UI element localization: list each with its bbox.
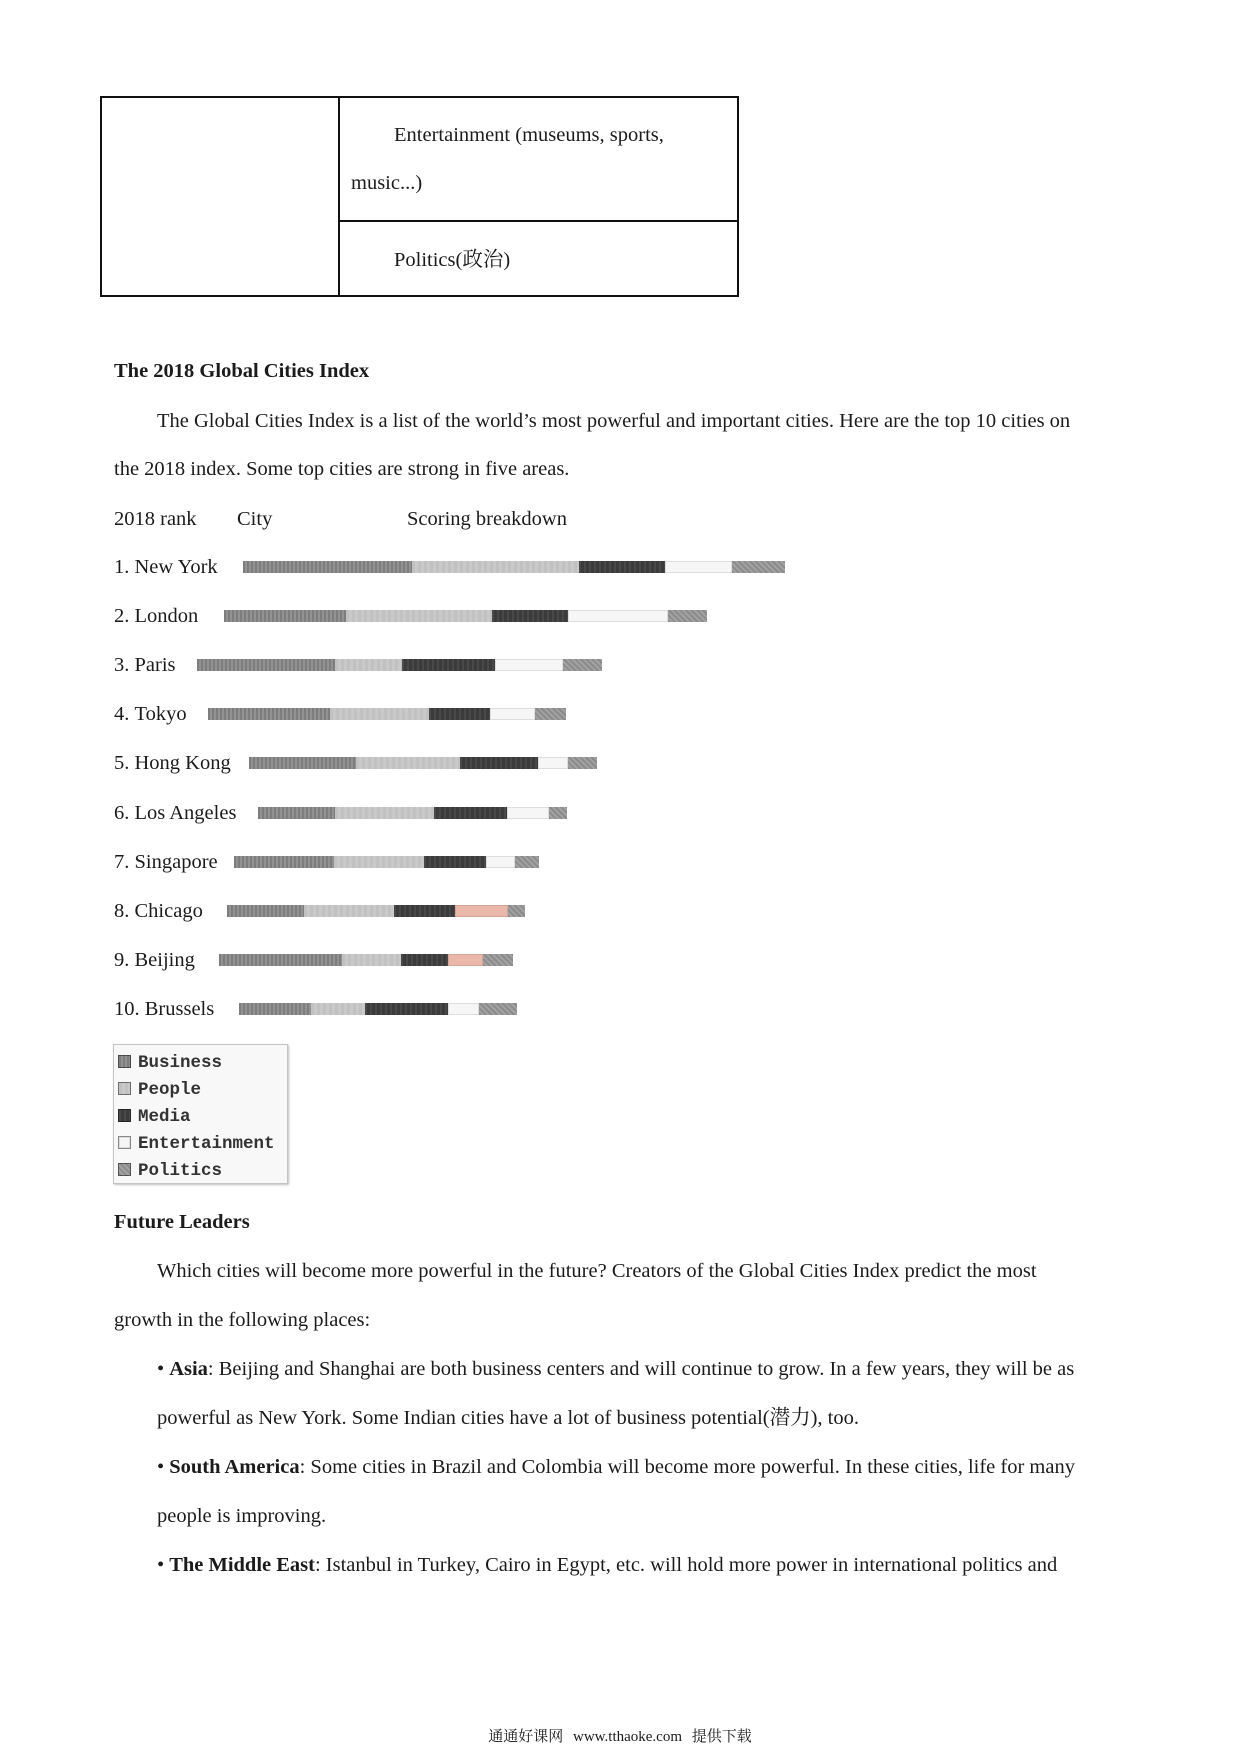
bullet-item-south-america	[157, 1453, 1075, 1481]
bar-segment-entertainment	[568, 610, 668, 622]
bar-segment-politics	[668, 610, 706, 622]
chart-row-beijing	[0, 946, 1240, 974]
stacked-bar	[243, 561, 785, 573]
legend-item-entertainment	[118, 1130, 287, 1157]
rank-label: 7.	[114, 851, 130, 873]
bullet-text: : Beijing and Shanghai are both business centers and will continue to grow. In a few years, they will be as	[207, 1358, 1075, 1380]
city-label: Chicago	[134, 900, 203, 922]
legend-label: Business	[138, 1052, 223, 1073]
city-label: Paris	[134, 654, 176, 676]
stacked-bar	[234, 856, 539, 868]
bullet-text-line: powerful as New York. Some Indian cities have a lot of business potential(潜力), too.	[157, 1407, 860, 1429]
legend-label: Politics	[138, 1160, 223, 1181]
legend-item-politics	[118, 1157, 287, 1184]
bullet-label: South America	[169, 1456, 300, 1478]
city-label: Tokyo	[134, 703, 187, 725]
bar-segment-media	[401, 954, 448, 966]
city-label: New York	[134, 556, 218, 578]
rank-label: 3.	[114, 654, 130, 676]
city-label: Singapore	[134, 851, 218, 873]
bar-segment-business	[227, 905, 304, 917]
rank-label: 4.	[114, 703, 130, 725]
row-label	[114, 749, 231, 777]
chart-row-brussels	[0, 995, 1240, 1023]
bullet-marker: •	[157, 1358, 165, 1380]
bar-segment-media	[402, 659, 495, 671]
bar-segment-people	[335, 807, 434, 819]
bar-segment-people	[304, 905, 394, 917]
row-label	[114, 897, 203, 925]
legend-item-business	[118, 1049, 287, 1076]
bar-segment-business	[208, 708, 330, 720]
bullet-label: Asia	[169, 1358, 208, 1380]
bar-segment-business	[249, 757, 356, 769]
row-label	[114, 602, 198, 630]
paragraph-line: growth in the following places:	[114, 1309, 371, 1331]
bar-segment-media	[492, 610, 569, 622]
paragraph-line: The Global Cities Index is a list of the world’s most powerful and important cities. Here are the top 10 cities on	[157, 410, 1071, 432]
bar-segment-people	[330, 708, 429, 720]
bar-segment-business	[224, 610, 346, 622]
bar-segment-media	[424, 856, 486, 868]
row-label	[114, 995, 214, 1023]
paragraph-line: the 2018 index. Some top cities are strong in five areas.	[114, 458, 570, 480]
legend-swatch-media	[118, 1109, 131, 1122]
bar-segment-media	[429, 708, 491, 720]
bar-segment-politics	[508, 905, 525, 917]
stacked-bar	[197, 659, 602, 671]
city-label: Hong Kong	[134, 752, 231, 774]
section-heading-future-leaders: Future Leaders	[114, 1211, 250, 1233]
column-header-breakdown: Scoring breakdown	[407, 508, 567, 530]
bar-segment-entertainment	[665, 561, 733, 573]
legend-item-media	[118, 1103, 287, 1130]
bullet-item-asia	[157, 1355, 1074, 1383]
bar-segment-people	[342, 954, 402, 966]
column-header-rank: 2018 rank	[114, 508, 197, 530]
chart-row-new-york	[0, 553, 1240, 581]
bar-segment-business	[239, 1003, 311, 1015]
bar-segment-people	[311, 1003, 365, 1015]
table-cell-entertainment	[340, 98, 737, 222]
city-label: Brussels	[144, 998, 215, 1020]
rank-label: 9.	[114, 949, 130, 971]
bar-segment-business	[234, 856, 334, 868]
rank-label: 1.	[114, 556, 130, 578]
chart-row-london	[0, 602, 1240, 630]
bar-segment-business	[258, 807, 335, 819]
legend-item-people	[118, 1076, 287, 1103]
bar-segment-people	[412, 561, 580, 573]
bar-segment-people	[356, 757, 461, 769]
legend-label: Entertainment	[138, 1133, 275, 1154]
bullet-marker: •	[157, 1554, 165, 1576]
bar-segment-people	[346, 610, 492, 622]
bullet-label: The Middle East	[169, 1554, 315, 1576]
legend-label: People	[138, 1079, 202, 1100]
stacked-bar	[224, 610, 707, 622]
bar-segment-politics	[515, 856, 539, 868]
row-label	[114, 946, 195, 974]
chart-row-paris	[0, 651, 1240, 679]
bullet-marker: •	[157, 1456, 165, 1478]
legend-swatch-people	[118, 1082, 131, 1095]
rank-label: 8.	[114, 900, 130, 922]
row-label	[114, 799, 236, 827]
bar-segment-business	[219, 954, 342, 966]
chart-legend	[113, 1044, 288, 1184]
legend-swatch-entertainment	[118, 1136, 131, 1149]
bar-segment-media	[394, 905, 456, 917]
rank-label: 5.	[114, 752, 130, 774]
chart-row-singapore	[0, 848, 1240, 876]
table-cell-politics	[340, 222, 737, 295]
city-label: Beijing	[134, 949, 195, 971]
column-header-city: City	[237, 508, 273, 530]
topic-table	[100, 96, 739, 297]
row-label	[114, 700, 187, 728]
bar-segment-politics	[549, 807, 567, 819]
section-heading-global-cities: The 2018 Global Cities Index	[114, 360, 370, 382]
table-cell-line: music...)	[351, 172, 423, 194]
legend-swatch-business	[118, 1055, 131, 1068]
bar-segment-politics	[563, 659, 602, 671]
rank-label: 6.	[114, 802, 130, 824]
row-label	[114, 553, 218, 581]
stacked-bar	[258, 807, 567, 819]
bar-segment-entertainment	[490, 708, 535, 720]
stacked-bar	[249, 757, 597, 769]
bar-segment-entertainment	[507, 807, 550, 819]
bar-segment-entertainment	[538, 757, 568, 769]
city-label: Los Angeles	[134, 802, 237, 824]
bar-segment-politics	[732, 561, 785, 573]
stacked-bar	[208, 708, 566, 720]
stacked-bar	[227, 905, 525, 917]
bar-segment-entertainment	[486, 856, 515, 868]
chart-row-tokyo	[0, 700, 1240, 728]
table-cell-line: Politics(政治)	[394, 249, 511, 271]
paragraph-line: Which cities will become more powerful in the future? Creators of the Global Cities Index predict the most	[157, 1260, 1037, 1282]
row-label	[114, 848, 218, 876]
chart-row-chicago	[0, 897, 1240, 925]
chart-row-los-angeles	[0, 799, 1240, 827]
table-cell-line: Entertainment (museums, sports,	[394, 124, 664, 146]
bar-segment-media	[460, 757, 538, 769]
bar-segment-people	[335, 659, 401, 671]
stacked-bar	[219, 954, 513, 966]
legend-label: Media	[138, 1106, 191, 1127]
bullet-text-line: people is improving.	[157, 1505, 327, 1527]
rank-label: 2.	[114, 605, 130, 627]
bar-segment-business	[197, 659, 335, 671]
page-footer: 通通好课网 www.tthaoke.com 提供下载	[488, 1729, 752, 1745]
bar-segment-media	[434, 807, 507, 819]
row-label	[114, 651, 176, 679]
bar-segment-entertainment	[495, 659, 563, 671]
bullet-text: : Some cities in Brazil and Colombia will become more powerful. In these cities, life for many	[299, 1456, 1075, 1478]
bar-segment-politics	[568, 757, 596, 769]
bar-segment-entertainment	[455, 905, 508, 917]
bar-segment-politics	[479, 1003, 517, 1015]
rank-label: 10.	[114, 998, 140, 1020]
table-cell-empty	[102, 98, 340, 295]
city-label: London	[134, 605, 199, 627]
bar-segment-media	[579, 561, 665, 573]
bullet-text: : Istanbul in Turkey, Cairo in Egypt, etc. will hold more power in international politics and	[314, 1554, 1058, 1576]
bar-segment-entertainment	[448, 1003, 478, 1015]
bar-segment-business	[243, 561, 412, 573]
scoring-breakdown-chart	[0, 540, 1240, 1020]
bar-segment-entertainment	[448, 954, 483, 966]
bar-segment-politics	[535, 708, 565, 720]
legend-swatch-politics	[118, 1163, 131, 1176]
bar-segment-media	[365, 1003, 448, 1015]
bar-segment-people	[334, 856, 424, 868]
chart-row-hong-kong	[0, 749, 1240, 777]
bullet-item-middle-east	[157, 1551, 1057, 1579]
stacked-bar	[239, 1003, 517, 1015]
bar-segment-politics	[483, 954, 512, 966]
